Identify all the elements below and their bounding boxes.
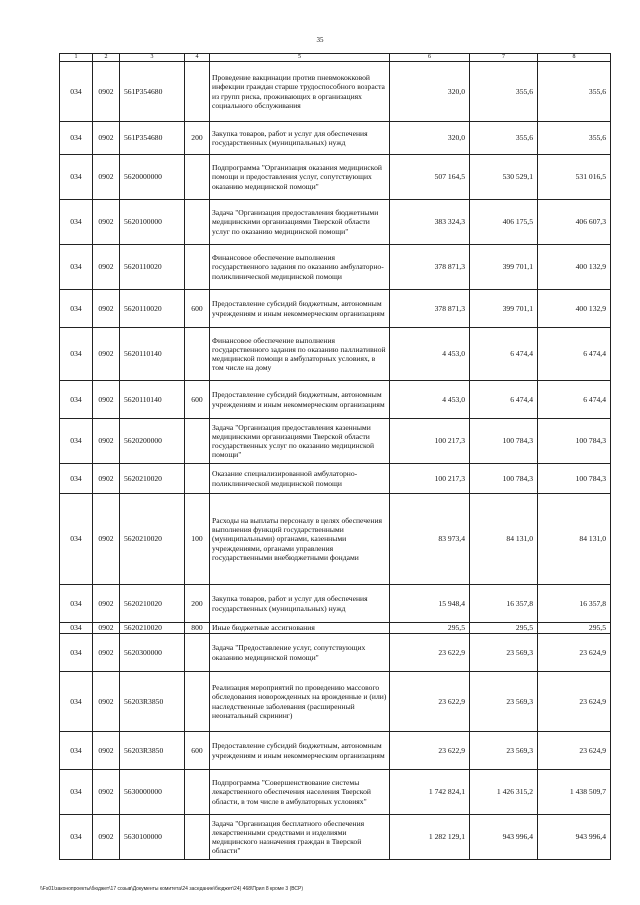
page-number: 35 xyxy=(316,36,324,44)
expense-type-cell: 800 xyxy=(185,623,210,634)
section-code-cell: 034 xyxy=(60,155,93,200)
amount-col7-cell: 399 701,1 xyxy=(470,290,538,328)
table-row xyxy=(60,155,611,200)
table-row xyxy=(60,122,611,155)
amount-col8-cell: 23 624,9 xyxy=(538,732,611,770)
section-code-cell: 034 xyxy=(60,494,93,585)
amount-col6-cell: 295,5 xyxy=(390,623,470,634)
amount-col8-cell: 84 131,0 xyxy=(538,494,611,585)
amount-col7-cell: 355,6 xyxy=(470,62,538,122)
description-cell: Закупка товаров, работ и услуг для обеспечения государственных (муниципальных) нужд xyxy=(210,585,390,623)
amount-col7-cell: 943 996,4 xyxy=(470,815,538,860)
amount-col6-cell: 23 622,9 xyxy=(390,732,470,770)
amount-col7-cell: 1 426 315,2 xyxy=(470,770,538,815)
amount-col7-cell: 530 529,1 xyxy=(470,155,538,200)
amount-col6-cell: 383 324,3 xyxy=(390,200,470,245)
table-header-row xyxy=(60,54,611,62)
section-code-cell: 034 xyxy=(60,732,93,770)
table-row xyxy=(60,381,611,419)
table-row xyxy=(60,245,611,290)
section-code-cell: 034 xyxy=(60,200,93,245)
table-row xyxy=(60,419,611,464)
amount-col6-cell: 4 453,0 xyxy=(390,381,470,419)
amount-col6-cell: 23 622,9 xyxy=(390,672,470,732)
target-code-cell: 561P354680 xyxy=(120,122,185,155)
expense-type-cell xyxy=(185,200,210,245)
amount-col8-cell: 100 784,3 xyxy=(538,464,611,494)
section-code-cell: 034 xyxy=(60,245,93,290)
description-cell: Задача "Организация предоставления бюджетными медицинскими организациями Тверской области услуг по оказанию медицинской помощи" xyxy=(210,200,390,245)
expense-type-cell: 200 xyxy=(185,585,210,623)
subsection-code-cell: 0902 xyxy=(93,200,120,245)
table-row xyxy=(60,732,611,770)
amount-col8-cell: 406 607,3 xyxy=(538,200,611,245)
header-cell: 7 xyxy=(470,54,538,62)
subsection-code-cell: 0902 xyxy=(93,464,120,494)
expense-type-cell xyxy=(185,419,210,464)
header-cell: 6 xyxy=(390,54,470,62)
header-cell: 4 xyxy=(185,54,210,62)
subsection-code-cell: 0902 xyxy=(93,419,120,464)
amount-col8-cell: 531 016,5 xyxy=(538,155,611,200)
subsection-code-cell: 0902 xyxy=(93,381,120,419)
target-code-cell: 5620000000 xyxy=(120,155,185,200)
target-code-cell: 5620210020 xyxy=(120,585,185,623)
subsection-code-cell: 0902 xyxy=(93,245,120,290)
table-row xyxy=(60,290,611,328)
description-cell: Предоставление субсидий бюджетным, автономным учреждениям и иным некоммерческим организациям xyxy=(210,381,390,419)
file-path-footer: \\Fs01\законопроекты\бюджет\17 созыв\Документы комитета\24 заседание\бюджет\24) 468\Прил 8 кроме 3 (ВСР) xyxy=(40,886,304,892)
description-cell: Финансовое обеспечение выполнения государственного задания по оказанию паллиативной медицинской помощи в амбулаторных условиях, в том числе на дому xyxy=(210,328,390,381)
table-row xyxy=(60,585,611,623)
target-code-cell: 5620210020 xyxy=(120,623,185,634)
budget-table xyxy=(59,53,611,860)
target-code-cell: 5630000000 xyxy=(120,770,185,815)
section-code-cell: 034 xyxy=(60,623,93,634)
expense-type-cell xyxy=(185,245,210,290)
section-code-cell: 034 xyxy=(60,419,93,464)
target-code-cell: 5630100000 xyxy=(120,815,185,860)
section-code-cell: 034 xyxy=(60,634,93,672)
subsection-code-cell: 0902 xyxy=(93,770,120,815)
expense-type-cell: 600 xyxy=(185,290,210,328)
table-row xyxy=(60,770,611,815)
subsection-code-cell: 0902 xyxy=(93,290,120,328)
table-row xyxy=(60,464,611,494)
amount-col6-cell: 378 871,3 xyxy=(390,290,470,328)
description-cell: Реализация мероприятий по проведению массового обследования новорожденных на врожденные и (или) наследственные заболевания (расширенный неонатальный скрининг) xyxy=(210,672,390,732)
amount-col7-cell: 23 569,3 xyxy=(470,634,538,672)
amount-col8-cell: 23 624,9 xyxy=(538,672,611,732)
section-code-cell: 034 xyxy=(60,672,93,732)
description-cell: Предоставление субсидий бюджетным, автономным учреждениям и иным некоммерческим организациям xyxy=(210,732,390,770)
section-code-cell: 034 xyxy=(60,464,93,494)
amount-col8-cell: 355,6 xyxy=(538,62,611,122)
amount-col8-cell: 400 132,9 xyxy=(538,245,611,290)
amount-col7-cell: 23 569,3 xyxy=(470,672,538,732)
expense-type-cell xyxy=(185,770,210,815)
expense-type-cell xyxy=(185,634,210,672)
amount-col8-cell: 355,6 xyxy=(538,122,611,155)
amount-col7-cell: 16 357,8 xyxy=(470,585,538,623)
target-code-cell: 5620110020 xyxy=(120,290,185,328)
table-row xyxy=(60,328,611,381)
amount-col6-cell: 4 453,0 xyxy=(390,328,470,381)
subsection-code-cell: 0902 xyxy=(93,585,120,623)
amount-col8-cell: 295,5 xyxy=(538,623,611,634)
description-cell: Подпрограмма "Организация оказания медицинской помощи и предоставления услуг, сопутствующих оказанию медицинской помощи" xyxy=(210,155,390,200)
target-code-cell: 5620100000 xyxy=(120,200,185,245)
target-code-cell: 5620300000 xyxy=(120,634,185,672)
amount-col6-cell: 100 217,3 xyxy=(390,419,470,464)
description-cell: Финансовое обеспечение выполнения государственного задания по оказанию амбулаторно-поликлинической медицинской помощи xyxy=(210,245,390,290)
subsection-code-cell: 0902 xyxy=(93,732,120,770)
subsection-code-cell: 0902 xyxy=(93,623,120,634)
amount-col7-cell: 399 701,1 xyxy=(470,245,538,290)
amount-col8-cell: 16 357,8 xyxy=(538,585,611,623)
amount-col6-cell: 15 948,4 xyxy=(390,585,470,623)
subsection-code-cell: 0902 xyxy=(93,494,120,585)
description-cell: Подпрограмма "Совершенствование системы лекарственного обеспечения населения Тверской области, в том числе в амбулаторных условиях" xyxy=(210,770,390,815)
description-cell: Закупка товаров, работ и услуг для обеспечения государственных (муниципальных) нужд xyxy=(210,122,390,155)
amount-col7-cell: 406 175,5 xyxy=(470,200,538,245)
amount-col6-cell: 320,0 xyxy=(390,62,470,122)
subsection-code-cell: 0902 xyxy=(93,672,120,732)
subsection-code-cell: 0902 xyxy=(93,815,120,860)
amount-col8-cell: 943 996,4 xyxy=(538,815,611,860)
amount-col7-cell: 100 784,3 xyxy=(470,464,538,494)
subsection-code-cell: 0902 xyxy=(93,328,120,381)
target-code-cell: 5620110020 xyxy=(120,245,185,290)
table-row xyxy=(60,623,611,634)
amount-col6-cell: 507 164,5 xyxy=(390,155,470,200)
table-row xyxy=(60,634,611,672)
amount-col7-cell: 23 569,3 xyxy=(470,732,538,770)
expense-type-cell: 600 xyxy=(185,732,210,770)
header-cell: 8 xyxy=(538,54,611,62)
description-cell: Задача "Предоставление услуг, сопутствующих оказанию медицинской помощи" xyxy=(210,634,390,672)
description-cell: Предоставление субсидий бюджетным, автономным учреждениям и иным некоммерческим организациям xyxy=(210,290,390,328)
amount-col7-cell: 6 474,4 xyxy=(470,328,538,381)
table-row xyxy=(60,494,611,585)
description-cell: Оказание специализированной амбулаторно-поликлинической медицинской помощи xyxy=(210,464,390,494)
amount-col7-cell: 100 784,3 xyxy=(470,419,538,464)
target-code-cell: 56203R3850 xyxy=(120,672,185,732)
expense-type-cell xyxy=(185,672,210,732)
section-code-cell: 034 xyxy=(60,328,93,381)
subsection-code-cell: 0902 xyxy=(93,634,120,672)
amount-col7-cell: 84 131,0 xyxy=(470,494,538,585)
header-cell: 2 xyxy=(93,54,120,62)
amount-col7-cell: 295,5 xyxy=(470,623,538,634)
expense-type-cell xyxy=(185,155,210,200)
amount-col6-cell: 1 742 824,1 xyxy=(390,770,470,815)
target-code-cell: 5620200000 xyxy=(120,419,185,464)
section-code-cell: 034 xyxy=(60,122,93,155)
amount-col6-cell: 83 973,4 xyxy=(390,494,470,585)
expense-type-cell: 600 xyxy=(185,381,210,419)
amount-col8-cell: 1 438 509,7 xyxy=(538,770,611,815)
amount-col7-cell: 355,6 xyxy=(470,122,538,155)
table-row xyxy=(60,672,611,732)
section-code-cell: 034 xyxy=(60,62,93,122)
expense-type-cell: 100 xyxy=(185,494,210,585)
expense-type-cell xyxy=(185,328,210,381)
amount-col6-cell: 320,0 xyxy=(390,122,470,155)
description-cell: Иные бюджетные ассигнования xyxy=(210,623,390,634)
description-cell: Расходы на выплаты персоналу в целях обеспечения выполнения функций государственными (муниципальными) органами, казенными учреждениями, органами управления государственными внебюджетными фондами xyxy=(210,494,390,585)
table-row xyxy=(60,62,611,122)
amount-col6-cell: 100 217,3 xyxy=(390,464,470,494)
section-code-cell: 034 xyxy=(60,770,93,815)
expense-type-cell xyxy=(185,62,210,122)
target-code-cell: 561P354680 xyxy=(120,62,185,122)
target-code-cell: 5620210020 xyxy=(120,494,185,585)
subsection-code-cell: 0902 xyxy=(93,62,120,122)
section-code-cell: 034 xyxy=(60,585,93,623)
section-code-cell: 034 xyxy=(60,815,93,860)
amount-col6-cell: 378 871,3 xyxy=(390,245,470,290)
description-cell: Задача "Организация бесплатного обеспечения лекарственными средствами и изделиями медицинского назначения граждан в Тверской области" xyxy=(210,815,390,860)
amount-col8-cell: 6 474,4 xyxy=(538,381,611,419)
header-cell: 1 xyxy=(60,54,93,62)
description-cell: Проведение вакцинации против пневмококковой инфекции граждан старше трудоспособного возраста из групп риска, проживающих в организациях социального обслуживания xyxy=(210,62,390,122)
expense-type-cell xyxy=(185,464,210,494)
target-code-cell: 5620210020 xyxy=(120,464,185,494)
description-cell: Задача "Организация предоставления казенными медицинскими организациями Тверской области государственных услуг по оказанию медицинской помощи" xyxy=(210,419,390,464)
amount-col7-cell: 6 474,4 xyxy=(470,381,538,419)
expense-type-cell: 200 xyxy=(185,122,210,155)
target-code-cell: 5620110140 xyxy=(120,381,185,419)
section-code-cell: 034 xyxy=(60,290,93,328)
amount-col8-cell: 23 624,9 xyxy=(538,634,611,672)
amount-col8-cell: 400 132,9 xyxy=(538,290,611,328)
expense-type-cell xyxy=(185,815,210,860)
subsection-code-cell: 0902 xyxy=(93,155,120,200)
amount-col6-cell: 23 622,9 xyxy=(390,634,470,672)
target-code-cell: 5620110140 xyxy=(120,328,185,381)
amount-col6-cell: 1 282 129,1 xyxy=(390,815,470,860)
section-code-cell: 034 xyxy=(60,381,93,419)
table-row xyxy=(60,815,611,860)
target-code-cell: 56203R3850 xyxy=(120,732,185,770)
amount-col8-cell: 100 784,3 xyxy=(538,419,611,464)
amount-col8-cell: 6 474,4 xyxy=(538,328,611,381)
header-cell: 5 xyxy=(210,54,390,62)
subsection-code-cell: 0902 xyxy=(93,122,120,155)
header-cell: 3 xyxy=(120,54,185,62)
table-row xyxy=(60,200,611,245)
